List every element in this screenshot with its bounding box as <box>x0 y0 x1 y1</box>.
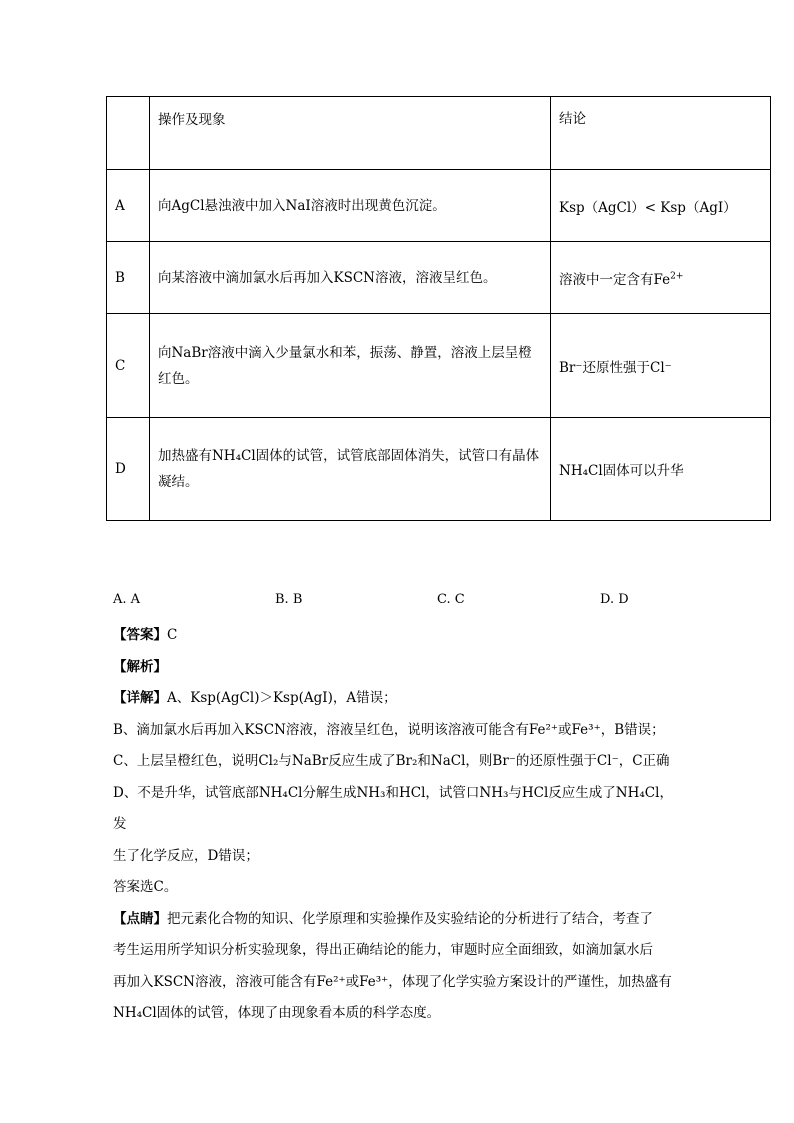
header-label-cell <box>107 97 150 170</box>
answer-value: C <box>167 627 178 643</box>
row-conclusion: Ksp（AgCl）< Ksp（AgI） <box>551 170 771 242</box>
comment-line-3: 再加入KSCN溶液，溶液可能含有Fe²⁺或Fe³⁺，体现了化学实验方案设计的严谨性，加热盛有 <box>113 973 672 990</box>
detail-line-a <box>113 683 683 715</box>
row-label: B <box>107 242 150 314</box>
table-row <box>107 242 771 314</box>
detail-line-d2: 生了化学反应，D错误； <box>113 847 259 864</box>
detail-line-c: C、上层呈橙红色，说明Cl₂与NaBr反应生成了Br₂和NaCl，则Br⁻的还原性强于Cl⁻，C正确 <box>113 753 670 769</box>
option-d: D. D <box>600 592 629 607</box>
row-conclusion: Br⁻还原性强于Cl⁻ <box>551 314 771 418</box>
header-conclusion-cell: 结论 <box>551 97 771 170</box>
experiment-table <box>106 96 771 521</box>
table-row <box>107 170 771 242</box>
row-operation: 加热盛有NH₄Cl固体的试管，试管底部固体消失，试管口有晶体凝结。 <box>150 418 551 521</box>
comment-line-2: 考生运用所学知识分析实验现象，得出正确结论的能力，审题时应全面细致，如滴加氯水后 <box>113 942 653 958</box>
comment-line-4: NH₄Cl固体的试管，体现了由现象看本质的科学态度。 <box>113 1005 441 1021</box>
analysis-tag: 【解析】 <box>113 658 167 675</box>
conclusion-text: 溶液中一定含有Fe <box>559 271 671 288</box>
row-conclusion: NH₄Cl固体可以升华 <box>551 418 771 521</box>
detail-line-b: B、滴加氯水后再加入KSCN溶液，溶液呈红色，说明该溶液可能含有Fe²⁺或Fe³⁺，B错误； <box>113 721 665 738</box>
table-header-row <box>107 97 771 170</box>
row-operation: 向某溶液中滴加氯水后再加入KSCN溶液，溶液呈红色。 <box>150 242 551 314</box>
detail-text-a: A、Ksp(AgCl)＞Ksp(AgI)，A错误； <box>167 690 397 706</box>
detail-line-d1: D、不是升华，试管底部NH₄Cl分解生成NH₃和HCl，试管口NH₃与HCl反应生成了NH₄Cl，发 <box>113 784 673 832</box>
answer-line <box>113 620 683 652</box>
option-a: A. A <box>113 592 141 607</box>
solution-body <box>113 620 683 1030</box>
option-c: C. C <box>437 592 465 607</box>
answer-tag: 【答案】 <box>113 627 167 643</box>
header-op-cell: 操作及现象 <box>150 97 551 170</box>
analysis-line <box>113 652 683 684</box>
row-conclusion <box>551 242 771 314</box>
option-b: B. B <box>275 592 303 607</box>
final-answer-line: 答案选C。 <box>113 879 178 895</box>
comment-text-1: 把元素化合物的知识、化学原理和实验操作及实验结论的分析进行了结合，考查了 <box>167 910 653 927</box>
comment-tag: 【点睛】 <box>113 910 167 927</box>
row-label: C <box>107 314 150 418</box>
row-operation: 向NaBr溶液中滴入少量氯水和苯，振荡、静置，溶液上层呈橙红色。 <box>150 314 551 418</box>
table-row <box>107 314 771 418</box>
comment-line-1 <box>113 904 683 936</box>
charge-superscript: 2+ <box>670 271 684 281</box>
row-label: A <box>107 170 150 242</box>
table-row <box>107 418 771 521</box>
detail-tag: 【详解】 <box>113 690 167 706</box>
row-operation: 向AgCl悬浊液中加入NaI溶液时出现黄色沉淀。 <box>150 170 551 242</box>
row-label: D <box>107 418 150 521</box>
